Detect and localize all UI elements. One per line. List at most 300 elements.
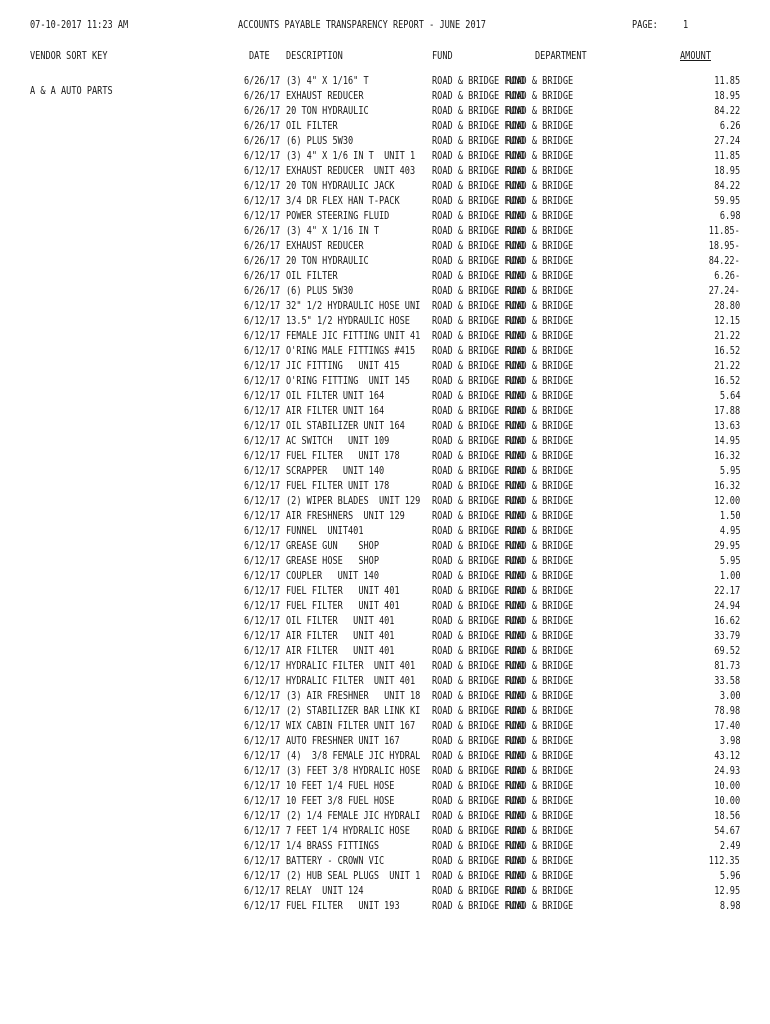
row-description: 10 FEET 3/8 FUEL HOSE bbox=[286, 794, 395, 807]
row-department: ROAD & BRIDGE bbox=[506, 659, 574, 672]
row-description: GREASE HOSE SHOP bbox=[286, 554, 379, 567]
row-amount-cell bbox=[660, 149, 740, 162]
row-amount-cell bbox=[660, 554, 740, 567]
row-department: ROAD & BRIDGE bbox=[506, 104, 574, 117]
row-fund: ROAD & BRIDGE FUND bbox=[432, 779, 525, 792]
row-description: AC SWITCH UNIT 109 bbox=[286, 434, 390, 447]
row-department: ROAD & BRIDGE bbox=[506, 254, 574, 267]
row-date: 6/12/17 bbox=[244, 899, 281, 912]
row-description: (6) PLUS 5W30 bbox=[286, 134, 354, 147]
row-date: 6/12/17 bbox=[244, 764, 281, 777]
row-amount: 16.32 bbox=[714, 479, 740, 492]
row-amount-cell bbox=[660, 674, 740, 687]
row-description: RELAY UNIT 124 bbox=[286, 884, 364, 897]
row-amount: 17.88 bbox=[714, 404, 740, 417]
table-row bbox=[0, 884, 770, 899]
row-fund: ROAD & BRIDGE FUND bbox=[432, 824, 525, 837]
row-amount: 84.22 bbox=[714, 104, 740, 117]
row-amount: 6.98 bbox=[719, 209, 740, 222]
row-date: 6/12/17 bbox=[244, 554, 281, 567]
table-row bbox=[0, 494, 770, 509]
row-date: 6/12/17 bbox=[244, 194, 281, 207]
table-row bbox=[0, 359, 770, 374]
row-date: 6/12/17 bbox=[244, 449, 281, 462]
row-date: 6/12/17 bbox=[244, 539, 281, 552]
row-fund: ROAD & BRIDGE FUND bbox=[432, 809, 525, 822]
row-fund: ROAD & BRIDGE FUND bbox=[432, 644, 525, 657]
table-row bbox=[0, 569, 770, 584]
row-description: 32" 1/2 HYDRAULIC HOSE UNI bbox=[286, 299, 421, 312]
row-date: 6/12/17 bbox=[244, 524, 281, 537]
row-description: (3) 4" X 1/16 IN T bbox=[286, 224, 379, 237]
row-date: 6/12/17 bbox=[244, 869, 281, 882]
row-amount: 3.00 bbox=[719, 689, 740, 702]
row-description: HYDRALIC FILTER UNIT 401 bbox=[286, 674, 416, 687]
row-amount-cell bbox=[660, 104, 740, 117]
row-amount-cell bbox=[660, 224, 740, 237]
table-row bbox=[0, 839, 770, 854]
row-department: ROAD & BRIDGE bbox=[506, 344, 574, 357]
row-description: (3) FEET 3/8 HYDRALIC HOSE bbox=[286, 764, 421, 777]
table-row bbox=[0, 149, 770, 164]
row-date: 6/12/17 bbox=[244, 779, 281, 792]
row-amount: 12.95 bbox=[714, 884, 740, 897]
row-amount: 2.49 bbox=[719, 839, 740, 852]
row-date: 6/26/17 bbox=[244, 224, 281, 237]
column-header-department: DEPARTMENT bbox=[535, 49, 587, 62]
row-amount: 5.64 bbox=[719, 389, 740, 402]
row-fund: ROAD & BRIDGE FUND bbox=[432, 164, 525, 177]
row-fund: ROAD & BRIDGE FUND bbox=[432, 494, 525, 507]
row-amount-cell bbox=[660, 359, 740, 372]
row-amount: 5.96 bbox=[719, 869, 740, 882]
row-fund: ROAD & BRIDGE FUND bbox=[432, 104, 525, 117]
row-date: 6/12/17 bbox=[244, 464, 281, 477]
row-department: ROAD & BRIDGE bbox=[506, 119, 574, 132]
row-date: 6/12/17 bbox=[244, 644, 281, 657]
row-amount-cell bbox=[660, 584, 740, 597]
table-row bbox=[0, 689, 770, 704]
row-date: 6/12/17 bbox=[244, 359, 281, 372]
row-amount: 84.22- bbox=[708, 254, 740, 267]
row-fund: ROAD & BRIDGE FUND bbox=[432, 869, 525, 882]
row-department: ROAD & BRIDGE bbox=[506, 149, 574, 162]
row-amount: 18.95- bbox=[708, 239, 740, 252]
table-row bbox=[0, 554, 770, 569]
row-amount-cell bbox=[660, 839, 740, 852]
table-row bbox=[0, 164, 770, 179]
table-row bbox=[0, 824, 770, 839]
row-date: 6/12/17 bbox=[244, 299, 281, 312]
row-fund: ROAD & BRIDGE FUND bbox=[432, 884, 525, 897]
row-department: ROAD & BRIDGE bbox=[506, 314, 574, 327]
row-date: 6/12/17 bbox=[244, 794, 281, 807]
row-amount: 18.56 bbox=[714, 809, 740, 822]
row-department: ROAD & BRIDGE bbox=[506, 854, 574, 867]
row-date: 6/26/17 bbox=[244, 284, 281, 297]
row-fund: ROAD & BRIDGE FUND bbox=[432, 839, 525, 852]
row-amount-cell bbox=[660, 374, 740, 387]
row-description: FUEL FILTER UNIT 178 bbox=[286, 479, 390, 492]
row-amount: 69.52 bbox=[714, 644, 740, 657]
row-description: HYDRALIC FILTER UNIT 401 bbox=[286, 659, 416, 672]
table-row bbox=[0, 659, 770, 674]
row-amount-cell bbox=[660, 179, 740, 192]
row-department: ROAD & BRIDGE bbox=[506, 839, 574, 852]
table-row bbox=[0, 74, 770, 89]
row-date: 6/12/17 bbox=[244, 509, 281, 522]
table-row bbox=[0, 749, 770, 764]
table-row bbox=[0, 119, 770, 134]
row-description: OIL STABILIZER UNIT 164 bbox=[286, 419, 405, 432]
row-amount-cell bbox=[660, 194, 740, 207]
table-row bbox=[0, 869, 770, 884]
row-amount-cell bbox=[660, 449, 740, 462]
row-amount-cell bbox=[660, 494, 740, 507]
row-description: O'RING FITTING UNIT 145 bbox=[286, 374, 410, 387]
row-amount-cell bbox=[660, 314, 740, 327]
row-date: 6/12/17 bbox=[244, 689, 281, 702]
row-date: 6/12/17 bbox=[244, 884, 281, 897]
row-department: ROAD & BRIDGE bbox=[506, 374, 574, 387]
row-amount-cell bbox=[660, 539, 740, 552]
row-amount: 11.85 bbox=[714, 74, 740, 87]
row-amount-cell bbox=[660, 239, 740, 252]
row-amount-cell bbox=[660, 854, 740, 867]
row-date: 6/12/17 bbox=[244, 479, 281, 492]
row-amount-cell bbox=[660, 764, 740, 777]
row-date: 6/12/17 bbox=[244, 209, 281, 222]
row-amount: 29.95 bbox=[714, 539, 740, 552]
table-row bbox=[0, 404, 770, 419]
row-amount: 11.85- bbox=[708, 224, 740, 237]
row-amount: 5.95 bbox=[719, 464, 740, 477]
row-fund: ROAD & BRIDGE FUND bbox=[432, 689, 525, 702]
row-department: ROAD & BRIDGE bbox=[506, 644, 574, 657]
row-description: JIC FITTING UNIT 415 bbox=[286, 359, 400, 372]
row-department: ROAD & BRIDGE bbox=[506, 539, 574, 552]
row-amount: 78.98 bbox=[714, 704, 740, 717]
row-description: GREASE GUN SHOP bbox=[286, 539, 379, 552]
row-description: (2) HUB SEAL PLUGS UNIT 1 bbox=[286, 869, 421, 882]
row-amount: 6.26 bbox=[719, 119, 740, 132]
row-fund: ROAD & BRIDGE FUND bbox=[432, 764, 525, 777]
row-amount: 11.85 bbox=[714, 149, 740, 162]
row-amount-cell bbox=[660, 824, 740, 837]
row-department: ROAD & BRIDGE bbox=[506, 869, 574, 882]
row-amount: 21.22 bbox=[714, 329, 740, 342]
row-amount-cell bbox=[660, 524, 740, 537]
row-fund: ROAD & BRIDGE FUND bbox=[432, 659, 525, 672]
table-row bbox=[0, 779, 770, 794]
row-department: ROAD & BRIDGE bbox=[506, 764, 574, 777]
row-amount-cell bbox=[660, 404, 740, 417]
row-department: ROAD & BRIDGE bbox=[506, 809, 574, 822]
row-fund: ROAD & BRIDGE FUND bbox=[432, 209, 525, 222]
table-row bbox=[0, 524, 770, 539]
row-amount: 27.24 bbox=[714, 134, 740, 147]
row-department: ROAD & BRIDGE bbox=[506, 899, 574, 912]
row-fund: ROAD & BRIDGE FUND bbox=[432, 269, 525, 282]
row-fund: ROAD & BRIDGE FUND bbox=[432, 134, 525, 147]
row-amount-cell bbox=[660, 419, 740, 432]
row-department: ROAD & BRIDGE bbox=[506, 479, 574, 492]
row-fund: ROAD & BRIDGE FUND bbox=[432, 464, 525, 477]
row-fund: ROAD & BRIDGE FUND bbox=[432, 794, 525, 807]
row-fund: ROAD & BRIDGE FUND bbox=[432, 314, 525, 327]
row-fund: ROAD & BRIDGE FUND bbox=[432, 509, 525, 522]
row-description: AIR FRESHNERS UNIT 129 bbox=[286, 509, 405, 522]
row-fund: ROAD & BRIDGE FUND bbox=[432, 74, 525, 87]
row-description: FUEL FILTER UNIT 193 bbox=[286, 899, 400, 912]
row-amount: 24.94 bbox=[714, 599, 740, 612]
row-date: 6/12/17 bbox=[244, 584, 281, 597]
table-row bbox=[0, 644, 770, 659]
row-amount-cell bbox=[660, 134, 740, 147]
row-amount: 81.73 bbox=[714, 659, 740, 672]
row-fund: ROAD & BRIDGE FUND bbox=[432, 119, 525, 132]
table-row bbox=[0, 719, 770, 734]
row-description: (3) 4" X 1/16" T bbox=[286, 74, 369, 87]
row-description: (2) STABILIZER BAR LINK KI bbox=[286, 704, 421, 717]
row-description: POWER STEERING FLUID bbox=[286, 209, 390, 222]
row-date: 6/26/17 bbox=[244, 119, 281, 132]
row-date: 6/12/17 bbox=[244, 824, 281, 837]
row-description: 13.5" 1/2 HYDRAULIC HOSE bbox=[286, 314, 410, 327]
row-amount: 12.15 bbox=[714, 314, 740, 327]
row-amount-cell bbox=[660, 509, 740, 522]
row-date: 6/12/17 bbox=[244, 389, 281, 402]
table-row bbox=[0, 254, 770, 269]
row-amount-cell bbox=[660, 299, 740, 312]
row-date: 6/26/17 bbox=[244, 104, 281, 117]
row-amount: 43.12 bbox=[714, 749, 740, 762]
row-amount-cell bbox=[660, 119, 740, 132]
row-department: ROAD & BRIDGE bbox=[506, 719, 574, 732]
row-amount-cell bbox=[660, 614, 740, 627]
row-date: 6/26/17 bbox=[244, 269, 281, 282]
row-department: ROAD & BRIDGE bbox=[506, 674, 574, 687]
row-fund: ROAD & BRIDGE FUND bbox=[432, 584, 525, 597]
row-amount-cell bbox=[660, 269, 740, 282]
row-description: 7 FEET 1/4 HYDRALIC HOSE bbox=[286, 824, 410, 837]
row-amount-cell bbox=[660, 689, 740, 702]
table-row bbox=[0, 614, 770, 629]
row-description: OIL FILTER UNIT 164 bbox=[286, 389, 385, 402]
table-row bbox=[0, 134, 770, 149]
row-amount: 112.35 bbox=[708, 854, 740, 867]
row-amount-cell bbox=[660, 869, 740, 882]
table-row bbox=[0, 209, 770, 224]
row-amount-cell bbox=[660, 254, 740, 267]
row-department: ROAD & BRIDGE bbox=[506, 449, 574, 462]
row-fund: ROAD & BRIDGE FUND bbox=[432, 224, 525, 237]
row-department: ROAD & BRIDGE bbox=[506, 359, 574, 372]
row-date: 6/26/17 bbox=[244, 74, 281, 87]
row-amount-cell bbox=[660, 794, 740, 807]
row-fund: ROAD & BRIDGE FUND bbox=[432, 374, 525, 387]
row-description: (6) PLUS 5W30 bbox=[286, 284, 354, 297]
row-amount-cell bbox=[660, 89, 740, 102]
row-date: 6/12/17 bbox=[244, 674, 281, 687]
table-row bbox=[0, 224, 770, 239]
row-amount-cell bbox=[660, 464, 740, 477]
row-amount-cell bbox=[660, 899, 740, 912]
row-amount-cell bbox=[660, 209, 740, 222]
row-description: COUPLER UNIT 140 bbox=[286, 569, 379, 582]
row-department: ROAD & BRIDGE bbox=[506, 734, 574, 747]
vendor-name: A & A AUTO PARTS bbox=[30, 84, 113, 97]
row-fund: ROAD & BRIDGE FUND bbox=[432, 524, 525, 537]
row-date: 6/12/17 bbox=[244, 149, 281, 162]
row-amount: 8.98 bbox=[719, 899, 740, 912]
table-row bbox=[0, 539, 770, 554]
row-amount-cell bbox=[660, 479, 740, 492]
row-department: ROAD & BRIDGE bbox=[506, 434, 574, 447]
row-department: ROAD & BRIDGE bbox=[506, 464, 574, 477]
row-department: ROAD & BRIDGE bbox=[506, 284, 574, 297]
row-date: 6/12/17 bbox=[244, 734, 281, 747]
row-amount-cell bbox=[660, 734, 740, 747]
row-department: ROAD & BRIDGE bbox=[506, 329, 574, 342]
page-number: 1 bbox=[683, 18, 689, 31]
row-amount-cell bbox=[660, 74, 740, 87]
row-fund: ROAD & BRIDGE FUND bbox=[432, 359, 525, 372]
row-department: ROAD & BRIDGE bbox=[506, 689, 574, 702]
row-date: 6/12/17 bbox=[244, 704, 281, 717]
row-amount: 16.62 bbox=[714, 614, 740, 627]
row-department: ROAD & BRIDGE bbox=[506, 494, 574, 507]
row-fund: ROAD & BRIDGE FUND bbox=[432, 854, 525, 867]
row-department: ROAD & BRIDGE bbox=[506, 524, 574, 537]
row-date: 6/12/17 bbox=[244, 434, 281, 447]
row-fund: ROAD & BRIDGE FUND bbox=[432, 569, 525, 582]
row-department: ROAD & BRIDGE bbox=[506, 509, 574, 522]
column-header-vendor-sort-key: VENDOR SORT KEY bbox=[30, 49, 108, 62]
table-row bbox=[0, 449, 770, 464]
row-amount-cell bbox=[660, 884, 740, 897]
row-date: 6/12/17 bbox=[244, 854, 281, 867]
row-amount: 10.00 bbox=[714, 779, 740, 792]
row-amount-cell bbox=[660, 809, 740, 822]
report-datetime: 07-10-2017 11:23 AM bbox=[30, 18, 129, 31]
row-description: FUEL FILTER UNIT 401 bbox=[286, 599, 400, 612]
row-amount: 17.40 bbox=[714, 719, 740, 732]
row-fund: ROAD & BRIDGE FUND bbox=[432, 179, 525, 192]
row-date: 6/12/17 bbox=[244, 494, 281, 507]
column-header-description: DESCRIPTION bbox=[286, 49, 343, 62]
row-description: AIR FILTER UNIT 164 bbox=[286, 404, 385, 417]
row-fund: ROAD & BRIDGE FUND bbox=[432, 554, 525, 567]
table-row bbox=[0, 329, 770, 344]
row-department: ROAD & BRIDGE bbox=[506, 194, 574, 207]
row-amount: 10.00 bbox=[714, 794, 740, 807]
row-fund: ROAD & BRIDGE FUND bbox=[432, 674, 525, 687]
row-department: ROAD & BRIDGE bbox=[506, 704, 574, 717]
row-description: AIR FILTER UNIT 401 bbox=[286, 644, 395, 657]
row-amount: 18.95 bbox=[714, 89, 740, 102]
row-date: 6/12/17 bbox=[244, 839, 281, 852]
row-description: (3) AIR FRESHNER UNIT 18 bbox=[286, 689, 421, 702]
row-amount: 3.98 bbox=[719, 734, 740, 747]
table-row bbox=[0, 104, 770, 119]
row-description: EXHAUST REDUCER UNIT 403 bbox=[286, 164, 416, 177]
table-row bbox=[0, 674, 770, 689]
row-description: 20 TON HYDRAULIC JACK bbox=[286, 179, 395, 192]
table-row bbox=[0, 179, 770, 194]
row-fund: ROAD & BRIDGE FUND bbox=[432, 89, 525, 102]
table-row bbox=[0, 764, 770, 779]
row-department: ROAD & BRIDGE bbox=[506, 164, 574, 177]
table-row bbox=[0, 374, 770, 389]
table-row bbox=[0, 434, 770, 449]
row-fund: ROAD & BRIDGE FUND bbox=[432, 719, 525, 732]
column-header-fund: FUND bbox=[432, 49, 453, 62]
row-amount-cell bbox=[660, 704, 740, 717]
table-row bbox=[0, 299, 770, 314]
table-row bbox=[0, 269, 770, 284]
table-row bbox=[0, 509, 770, 524]
row-description: 20 TON HYDRAULIC bbox=[286, 104, 369, 117]
row-fund: ROAD & BRIDGE FUND bbox=[432, 404, 525, 417]
row-date: 6/12/17 bbox=[244, 809, 281, 822]
row-department: ROAD & BRIDGE bbox=[506, 209, 574, 222]
row-amount: 1.50 bbox=[719, 509, 740, 522]
row-amount: 24.93 bbox=[714, 764, 740, 777]
row-date: 6/12/17 bbox=[244, 329, 281, 342]
row-description: FUNNEL UNIT401 bbox=[286, 524, 364, 537]
row-fund: ROAD & BRIDGE FUND bbox=[432, 614, 525, 627]
row-date: 6/12/17 bbox=[244, 164, 281, 177]
row-amount-cell bbox=[660, 344, 740, 357]
row-department: ROAD & BRIDGE bbox=[506, 884, 574, 897]
row-description: WIX CABIN FILTER UNIT 167 bbox=[286, 719, 416, 732]
row-description: EXHAUST REDUCER bbox=[286, 89, 364, 102]
page-label: PAGE: bbox=[632, 18, 658, 31]
row-fund: ROAD & BRIDGE FUND bbox=[432, 389, 525, 402]
row-amount: 16.32 bbox=[714, 449, 740, 462]
row-amount-cell bbox=[660, 284, 740, 297]
row-department: ROAD & BRIDGE bbox=[506, 239, 574, 252]
row-amount: 16.52 bbox=[714, 374, 740, 387]
row-date: 6/26/17 bbox=[244, 89, 281, 102]
row-department: ROAD & BRIDGE bbox=[506, 569, 574, 582]
row-fund: ROAD & BRIDGE FUND bbox=[432, 479, 525, 492]
row-amount: 27.24- bbox=[708, 284, 740, 297]
row-description: (4) 3/8 FEMALE JIC HYDRAL bbox=[286, 749, 421, 762]
row-description: OIL FILTER UNIT 401 bbox=[286, 614, 395, 627]
row-amount: 18.95 bbox=[714, 164, 740, 177]
row-department: ROAD & BRIDGE bbox=[506, 224, 574, 237]
row-date: 6/12/17 bbox=[244, 749, 281, 762]
row-description: AUTO FRESHNER UNIT 167 bbox=[286, 734, 400, 747]
row-department: ROAD & BRIDGE bbox=[506, 584, 574, 597]
row-amount-cell bbox=[660, 569, 740, 582]
row-amount: 1.00 bbox=[719, 569, 740, 582]
row-department: ROAD & BRIDGE bbox=[506, 134, 574, 147]
table-row bbox=[0, 389, 770, 404]
row-amount: 6.26- bbox=[714, 269, 740, 282]
row-fund: ROAD & BRIDGE FUND bbox=[432, 899, 525, 912]
row-date: 6/12/17 bbox=[244, 629, 281, 642]
row-description: 10 FEET 1/4 FUEL HOSE bbox=[286, 779, 395, 792]
row-fund: ROAD & BRIDGE FUND bbox=[432, 284, 525, 297]
row-date: 6/12/17 bbox=[244, 614, 281, 627]
row-amount-cell bbox=[660, 164, 740, 177]
row-amount: 84.22 bbox=[714, 179, 740, 192]
row-fund: ROAD & BRIDGE FUND bbox=[432, 449, 525, 462]
row-description: BATTERY - CROWN VIC bbox=[286, 854, 385, 867]
